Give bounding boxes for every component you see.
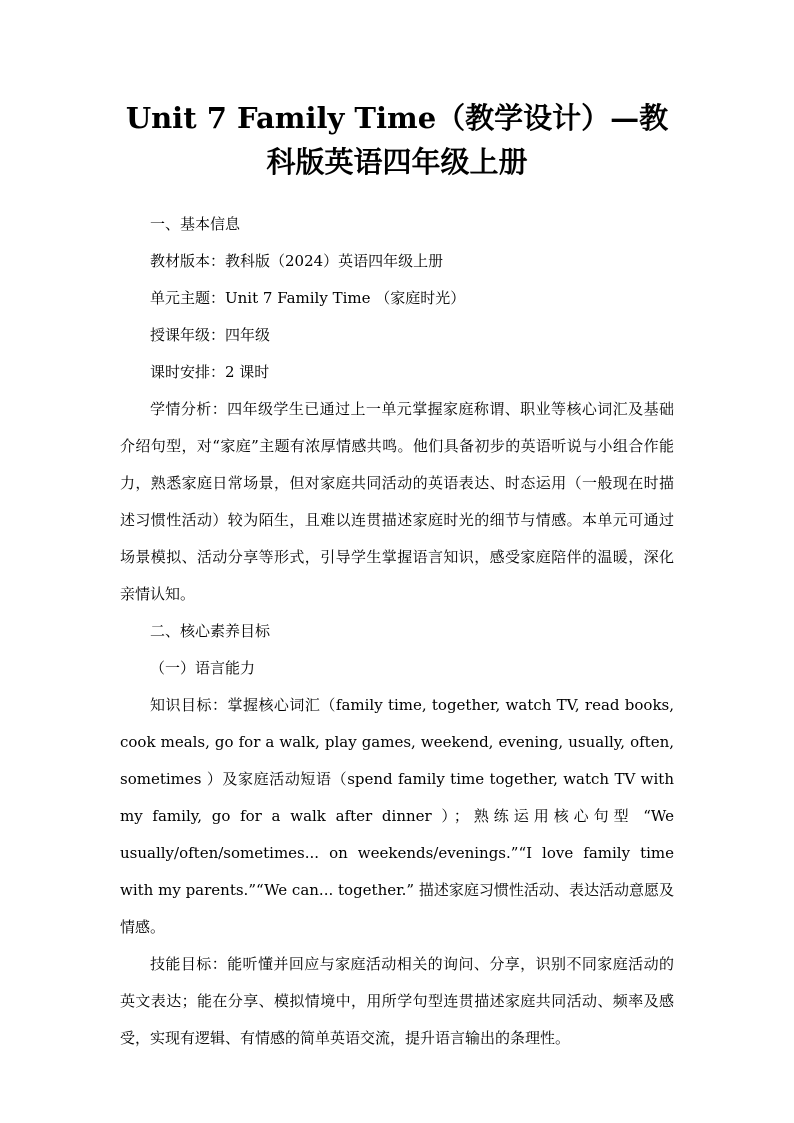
grade-level: 授课年级：四年级 bbox=[150, 326, 271, 344]
learner-analysis-paragraph: 学情分析：四年级学生已通过上一单元掌握家庭称谓、职业等核心词汇及基础介绍句型，对“家庭”主题有浓厚情感共鸣。他们具备初步的英语听说与小组合作能力，熟悉家庭日常场景，但对家庭共同活动的英语表达、时态运用（一般现在时描述习惯性活动）较为陌生，且难以连贯描述家庭时光的细节与情感。本单元可通过场景模拟、活动分享等形式，引导学生掌握语言知识，感受家庭陪伴的温暖，深化亲情认知。 bbox=[120, 400, 674, 603]
section-heading-core-goals: 二、核心素养目标 bbox=[150, 622, 271, 640]
document-title bbox=[100, 96, 694, 184]
title-line-2: 科版英语四年级上册 bbox=[266, 145, 528, 179]
section-heading-basic-info: 一、基本信息 bbox=[150, 215, 241, 233]
knowledge-goal-paragraph: 知识目标：掌握核心词汇（family time, together, watch TV, read books, cook meals, go for a walk, play games, weekend, evening, usually, often, sometimes ）及家庭活动短语（spend family time together, watch TV with my family, go for a walk after dinner ）；熟练运用核心句型 “We usually/often/sometimes... on weekends/evenings.”“I love family time with my parents.”“We can... together.” 描述家庭习惯性活动、表达活动意愿及情感。 bbox=[120, 696, 674, 936]
skill-goal-paragraph: 技能目标：能听懂并回应与家庭活动相关的询问、分享，识别不同家庭活动的英文表达；能在分享、模拟情境中，用所学句型连贯描述家庭共同活动、频率及感受，实现有逻辑、有情感的简单英语交流，提升语言输出的条理性。 bbox=[120, 955, 674, 1047]
title-line-1: Unit 7 Family Time（教学设计）—教 bbox=[125, 101, 669, 135]
subsection-heading-language: （一）语言能力 bbox=[150, 659, 256, 677]
document-body bbox=[120, 206, 674, 1057]
textbook-version: 教材版本：教科版（2024）英语四年级上册 bbox=[150, 252, 444, 270]
unit-theme: 单元主题：Unit 7 Family Time （家庭时光） bbox=[150, 289, 466, 307]
class-schedule: 课时安排：2 课时 bbox=[150, 363, 270, 381]
